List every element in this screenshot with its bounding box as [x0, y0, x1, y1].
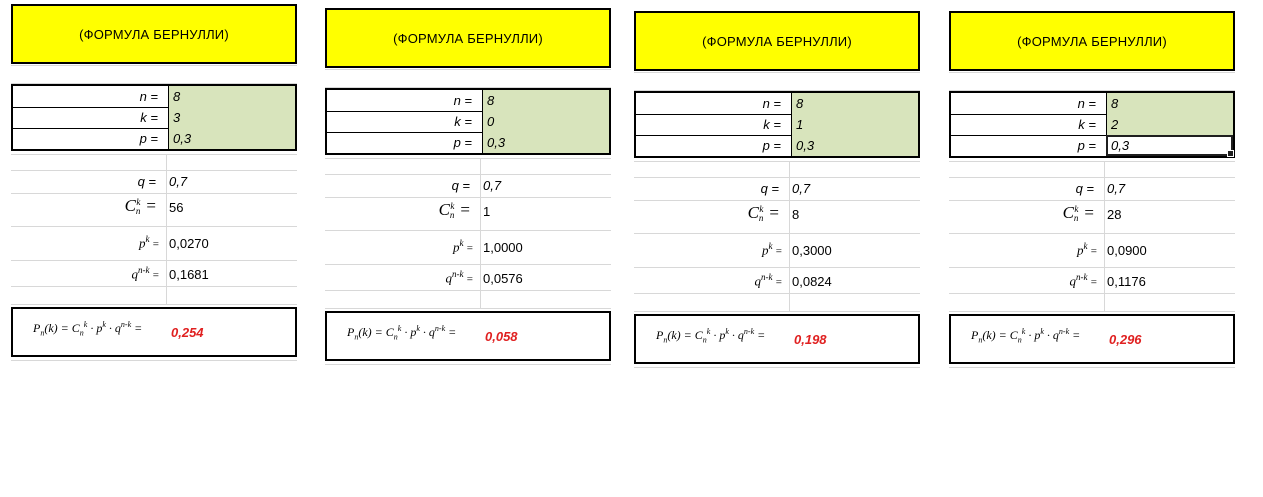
row-p — [636, 135, 918, 156]
title-cell[interactable]: (ФОРМУЛА БЕРНУЛЛИ) — [11, 4, 297, 64]
q-value-cell[interactable]: 0,7 — [169, 174, 188, 189]
p-label: p = — [762, 138, 781, 153]
k-label: k = — [1078, 117, 1096, 132]
result-value-cell[interactable]: 0,254 — [171, 325, 204, 340]
k-value-cell[interactable]: 2 — [1106, 114, 1233, 135]
q-value-cell[interactable]: 0,7 — [792, 181, 811, 196]
bernoulli-formula: $P_n(k) = C_n^k \cdot p^k \cdot q^{n-k}$ = — [656, 327, 766, 345]
row-n — [636, 93, 918, 115]
q-power-label: $q^{n-k}$ = — [445, 269, 473, 286]
combination-value-cell[interactable]: 1 — [483, 204, 491, 219]
p-power-value-cell[interactable]: 0,3000 — [792, 243, 832, 258]
p-power-label: $p^k$ = — [139, 234, 159, 251]
bernoulli-panel-2 — [325, 8, 611, 388]
result-value-cell[interactable]: 0,198 — [794, 332, 827, 347]
p-power-label: $p^k$ = — [1077, 241, 1097, 258]
bernoulli-formula: $P_n(k) = C_n^k \cdot p^k \cdot q^{n-k}$ = — [971, 327, 1081, 345]
title-cell[interactable]: (ФОРМУЛА БЕРНУЛЛИ) — [325, 8, 611, 68]
n-value-cell[interactable]: 8 — [791, 93, 918, 114]
row-k — [636, 114, 918, 136]
result-box — [634, 314, 920, 364]
result-value-cell[interactable]: 0,296 — [1109, 332, 1142, 347]
k-label: k = — [763, 117, 781, 132]
k-value-cell[interactable]: 1 — [791, 114, 918, 135]
p-value-cell-selected[interactable]: 0,3 — [1106, 135, 1233, 156]
bernoulli-panel-3 — [634, 11, 920, 391]
p-label: p = — [453, 135, 472, 150]
row-p — [327, 132, 609, 153]
bernoulli-formula: $P_n(k) = C_n^k \cdot p^k \cdot q^{n-k}$ = — [347, 324, 457, 342]
q-power-label: $q^{n-k}$ = — [754, 272, 782, 289]
combination-value-cell[interactable]: 8 — [792, 207, 800, 222]
q-label: q = — [1075, 181, 1094, 196]
row-p — [13, 128, 295, 149]
result-value-cell[interactable]: 0,058 — [485, 329, 518, 344]
input-table — [949, 91, 1235, 158]
input-table — [325, 88, 611, 155]
p-power-value-cell[interactable]: 0,0270 — [169, 236, 209, 251]
p-power-label: $p^k$ = — [762, 241, 782, 258]
p-power-value-cell[interactable]: 1,0000 — [483, 240, 523, 255]
q-power-label: $q^{n-k}$ = — [131, 265, 159, 282]
q-label: q = — [137, 174, 156, 189]
row-k — [327, 111, 609, 133]
row-n — [13, 86, 295, 108]
q-power-label: $q^{n-k}$ = — [1069, 272, 1097, 289]
combination-label: Ck n = — [124, 196, 156, 217]
n-value-cell[interactable]: 8 — [1106, 93, 1233, 114]
n-label: n = — [139, 89, 158, 104]
q-value-cell[interactable]: 0,7 — [483, 178, 502, 193]
input-table — [11, 84, 297, 151]
p-value-cell[interactable]: 0,3 — [791, 135, 918, 156]
active-cell-outline[interactable] — [1106, 135, 1233, 156]
title-cell[interactable]: (ФОРМУЛА БЕРНУЛЛИ) — [949, 11, 1235, 71]
bernoulli-formula: $P_n(k) = C_n^k \cdot p^k \cdot q^{n-k}$ = — [33, 320, 143, 338]
combination-value-cell[interactable]: 56 — [169, 200, 184, 215]
q-label: q = — [451, 178, 470, 193]
p-power-value-cell[interactable]: 0,0900 — [1107, 243, 1147, 258]
n-value-cell[interactable]: 8 — [168, 86, 295, 107]
row-k — [951, 114, 1233, 136]
bernoulli-panel-1 — [11, 4, 297, 384]
p-value-cell[interactable]: 0,3 — [168, 128, 295, 149]
input-table — [634, 91, 920, 158]
combination-label: Ck n = — [747, 203, 779, 224]
row-n — [327, 90, 609, 112]
q-power-value-cell[interactable]: 0,0576 — [483, 271, 523, 286]
row-n — [951, 93, 1233, 115]
fill-handle[interactable] — [1227, 150, 1234, 157]
n-label: n = — [762, 96, 781, 111]
row-p — [951, 135, 1233, 156]
result-box — [949, 314, 1235, 364]
k-value-cell[interactable]: 0 — [482, 111, 609, 132]
k-label: k = — [140, 110, 158, 125]
p-label: p = — [139, 131, 158, 146]
p-value-cell[interactable]: 0,3 — [482, 132, 609, 153]
bernoulli-panel-4 — [949, 11, 1235, 391]
p-power-label: $p^k$ = — [453, 238, 473, 255]
title-cell[interactable]: (ФОРМУЛА БЕРНУЛЛИ) — [634, 11, 920, 71]
row-k — [13, 107, 295, 129]
q-value-cell[interactable]: 0,7 — [1107, 181, 1126, 196]
p-label: p = — [1077, 138, 1096, 153]
q-power-value-cell[interactable]: 0,0824 — [792, 274, 832, 289]
n-value-cell[interactable]: 8 — [482, 90, 609, 111]
combination-value-cell[interactable]: 28 — [1107, 207, 1122, 222]
combination-label: Ck n = — [438, 200, 470, 221]
k-value-cell[interactable]: 3 — [168, 107, 295, 128]
n-label: n = — [1077, 96, 1096, 111]
q-power-value-cell[interactable]: 0,1681 — [169, 267, 209, 282]
combination-label: Ck n = — [1062, 203, 1094, 224]
n-label: n = — [453, 93, 472, 108]
k-label: k = — [454, 114, 472, 129]
result-box — [325, 311, 611, 361]
q-power-value-cell[interactable]: 0,1176 — [1107, 274, 1146, 289]
result-box — [11, 307, 297, 357]
q-label: q = — [760, 181, 779, 196]
